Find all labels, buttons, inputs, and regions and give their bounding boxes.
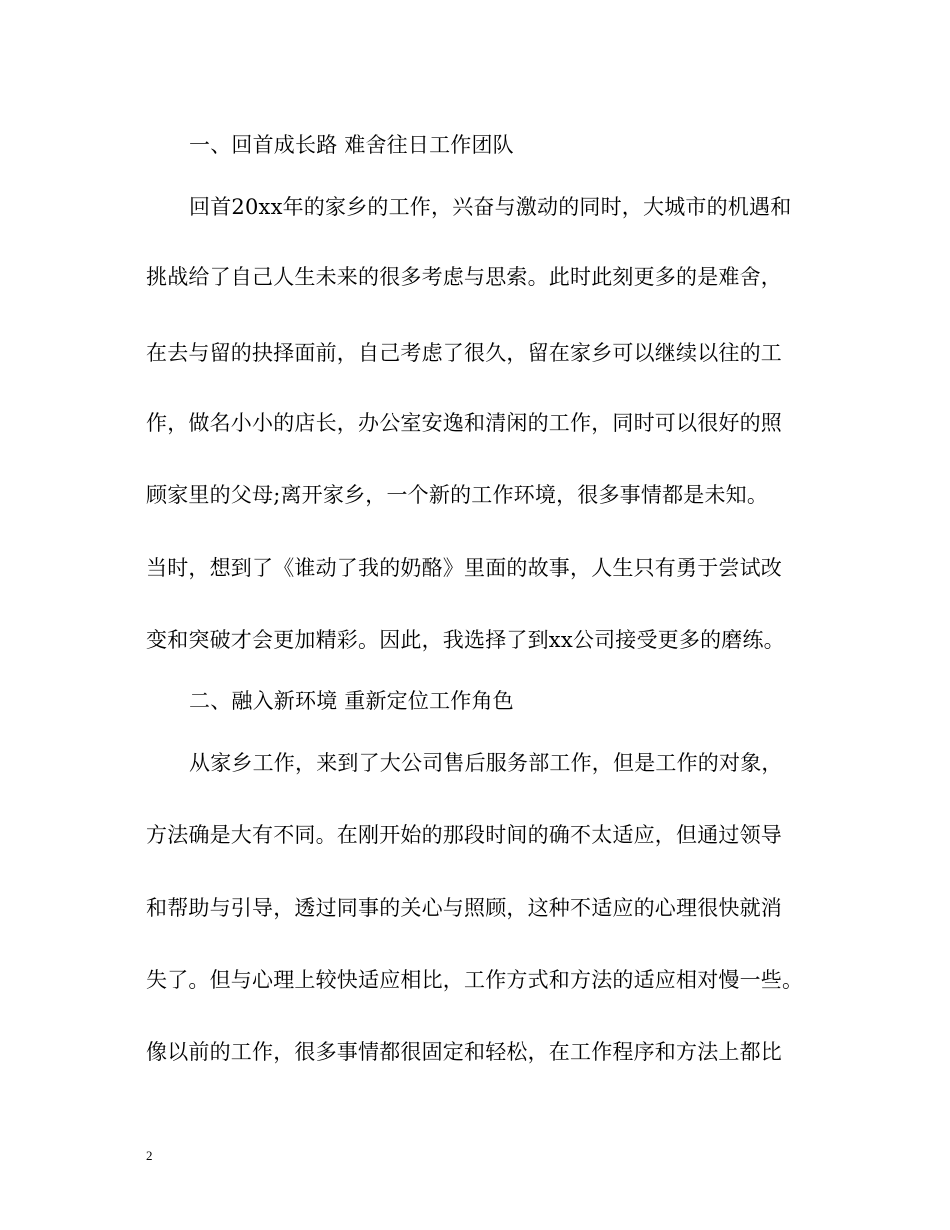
paragraph-line: 挑战给了自己人生未来的很多考虑与思索。此时此刻更多的是难舍， xyxy=(146,265,782,289)
paragraph-line: 作，做名小小的店长，办公室安逸和清闲的工作，同时可以很好的照 xyxy=(146,411,782,435)
paragraph-line: 从家乡工作，来到了大公司售后服务部工作，但是工作的对象， xyxy=(189,751,783,775)
paragraph-line: 回首20xx年的家乡的工作，兴奋与激动的同时，大城市的机遇和 xyxy=(189,195,792,219)
paragraph-line: 变和突破才会更加精彩。因此，我选择了到xx公司接受更多的磨练。 xyxy=(146,628,785,652)
page-number: 2 xyxy=(146,1148,153,1163)
paragraph-line: 和帮助与引导，透过同事的关心与照顾，这种不适应的心理很快就消 xyxy=(146,896,782,920)
paragraph-line: 在去与留的抉择面前，自己考虑了很久，留在家乡可以继续以往的工 xyxy=(146,341,782,365)
paragraph-line: 失了。但与心理上较快适应相比，工作方式和方法的适应相对慢一些。 xyxy=(146,968,804,992)
paragraph-line: 当时，想到了《谁动了我的奶酪》里面的故事，人生只有勇于尝试改 xyxy=(146,556,782,580)
paragraph-line: 顾家里的父母;离开家乡，一个新的工作环境，很多事情都是未知。 xyxy=(146,483,769,507)
section-heading-1: 一、回首成长路 难舍往日工作团队 xyxy=(189,133,514,157)
paragraph-line: 像以前的工作，很多事情都很固定和轻松，在工作程序和方法上都比 xyxy=(146,1040,782,1064)
section-heading-2: 二、融入新环境 重新定位工作角色 xyxy=(189,689,514,713)
paragraph-line: 方法确是大有不同。在刚开始的那段时间的确不太适应，但通过领导 xyxy=(146,823,782,847)
